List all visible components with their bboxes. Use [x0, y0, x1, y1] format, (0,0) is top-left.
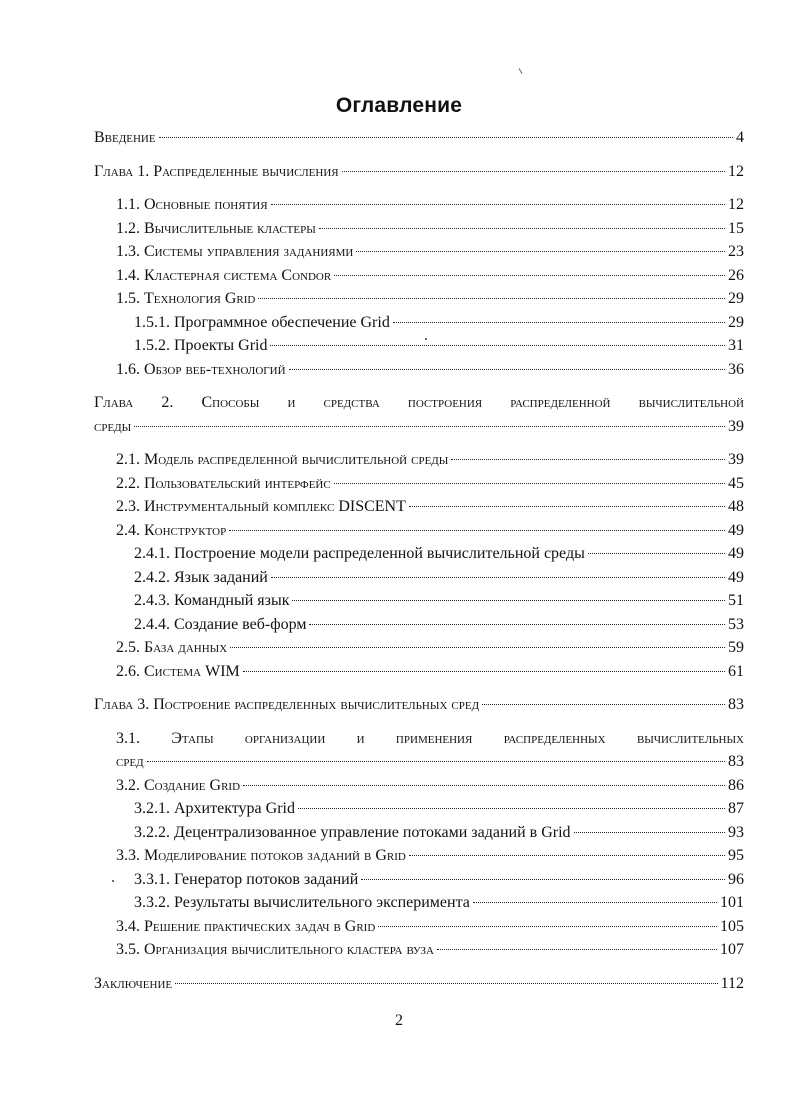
leader-dots — [271, 577, 725, 578]
toc-entry-page: 87 — [728, 800, 744, 817]
toc-entry-section[interactable] — [94, 495, 744, 519]
toc-entry-label: Глава 1. Распределенные вычисления — [94, 162, 339, 180]
toc-entry-chapter-3[interactable] — [94, 693, 744, 717]
leader-dots — [298, 808, 725, 809]
toc-entry-section[interactable] — [94, 472, 744, 496]
toc-entry-label: 2.4. Конструктор — [116, 521, 227, 539]
toc-entry-label: 3.2. Создание Grid — [116, 776, 241, 794]
toc-entry-page: 49 — [728, 545, 744, 562]
toc-entry-page: 95 — [728, 847, 744, 864]
toc-entry-page: 12 — [728, 196, 744, 213]
toc-entry-label: 2.1. Модель распределенной вычислительной среды — [116, 451, 449, 468]
toc-entry-subsection[interactable] — [94, 891, 744, 915]
leader-dots — [229, 530, 725, 531]
toc-entry-label: 2.4.4. Создание веб-форм — [134, 615, 307, 633]
toc-entry-label: 2.4.1. Построение модели распределенной вычислительной среды — [134, 545, 585, 562]
toc-entry-section[interactable] — [94, 844, 744, 868]
leader-dots — [258, 298, 725, 299]
toc-entry-page: 12 — [728, 162, 744, 180]
toc-entry-label-line1: 3.1. Этапы организации и применения распределенных вычислительных — [116, 729, 744, 747]
toc-entry-label: 3.2.1. Архитектура Grid — [134, 800, 295, 817]
toc-entry-subsection[interactable] — [94, 311, 744, 335]
toc-entry-page: 107 — [720, 941, 744, 958]
toc-entry-page: 26 — [728, 266, 744, 284]
toc-entry-label: 3.3.1. Генератор потоков заданий — [134, 870, 359, 888]
toc-entry-page: 105 — [720, 917, 744, 935]
toc-entry-label: 1.1. Основные понятия — [116, 196, 268, 213]
toc-entry-page: 83 — [728, 696, 744, 713]
toc-entry-label-line1: Глава 2. Способы и средства построения распределенной вычислительной — [94, 394, 744, 411]
leader-dots — [175, 983, 717, 984]
toc-entry-label: 1.2. Вычислительные кластеры — [116, 219, 316, 237]
leader-dots — [361, 879, 725, 880]
leader-dots — [356, 251, 725, 252]
leader-dots — [270, 345, 725, 346]
leader-dots — [588, 553, 725, 554]
toc-entry-section[interactable] — [94, 519, 744, 543]
page-number: 2 — [395, 1012, 403, 1029]
toc-entry-section[interactable] — [94, 358, 744, 382]
leader-dots — [243, 671, 725, 672]
leader-dots — [230, 647, 725, 648]
toc-entry-section[interactable] — [94, 448, 744, 472]
leader-dots — [159, 137, 733, 138]
toc-entry-subsection[interactable] — [94, 821, 744, 845]
toc-entry-section[interactable] — [94, 660, 744, 684]
toc-entry-chapter-1[interactable] — [94, 160, 744, 184]
leader-dots — [473, 902, 717, 903]
toc-entry-section[interactable] — [94, 774, 744, 798]
leader-dots — [393, 322, 725, 323]
toc-entry-page: 31 — [728, 337, 744, 354]
leader-dots — [319, 228, 725, 229]
toc-entry-label: 1.5.2. Проекты Grid — [134, 337, 268, 354]
page-title: Оглавление — [335, 94, 463, 117]
toc-entry-label: 1.5. Технология Grid — [116, 290, 256, 307]
toc-entry-label: Заключение — [94, 974, 173, 992]
leader-dots — [409, 855, 725, 856]
toc-entry-subsection[interactable] — [94, 334, 744, 358]
toc-entry-label: 1.6. Обзор веб-технологий — [116, 360, 286, 378]
leader-dots — [292, 600, 725, 601]
toc-entry-page: 83 — [728, 753, 744, 770]
toc-entry-conclusion[interactable] — [94, 972, 744, 996]
leader-dots — [334, 483, 725, 484]
toc-entry-page: 49 — [728, 568, 744, 586]
toc-entry-page: 93 — [728, 823, 744, 841]
leader-dots — [482, 704, 725, 705]
toc-entry-label: 3.3.2. Результаты вычислительного эксперимента — [134, 894, 470, 911]
toc-entry-intro[interactable] — [94, 126, 744, 150]
toc-entry-page: 49 — [728, 521, 744, 539]
toc-entry-page: 45 — [728, 474, 744, 492]
leader-dots — [243, 785, 725, 786]
table-of-contents — [94, 126, 744, 995]
toc-entry-page: 4 — [736, 129, 744, 146]
toc-entry-section[interactable] — [94, 938, 744, 962]
toc-entry-label: 2.2. Пользовательский интерфейс — [116, 474, 331, 492]
toc-entry-label-line2: среды — [94, 417, 132, 435]
toc-entry-page: 23 — [728, 243, 744, 260]
leader-dots — [342, 171, 725, 172]
toc-entry-subsection[interactable] — [94, 566, 744, 590]
toc-entry-page: 86 — [728, 776, 744, 794]
toc-entry-page: 59 — [728, 639, 744, 656]
leader-dots — [574, 832, 725, 833]
toc-entry-label: 2.3. Инструментальный комплекс DISCENT — [116, 498, 406, 515]
toc-entry-page: 29 — [728, 290, 744, 307]
toc-entry-page: 29 — [728, 313, 744, 331]
toc-entry-subsection[interactable] — [94, 589, 744, 613]
leader-dots — [334, 275, 725, 276]
toc-entry-label: 1.3. Системы управления заданиями — [116, 243, 354, 260]
toc-entry-page: 51 — [728, 592, 744, 609]
toc-entry-label: 3.3. Моделирование потоков заданий в Grid — [116, 847, 406, 864]
toc-entry-label: Глава 3. Построение распределенных вычислительных сред — [94, 696, 480, 713]
toc-entry-page: 39 — [728, 451, 744, 468]
toc-entry-section[interactable] — [94, 240, 744, 264]
toc-entry-page: 96 — [728, 870, 744, 888]
leader-dots — [451, 459, 725, 460]
toc-entry-label: 2.4.3. Командный язык — [134, 592, 290, 609]
toc-entry-page: 48 — [728, 498, 744, 515]
toc-entry-section[interactable] — [94, 287, 744, 311]
toc-entry-subsection[interactable] — [94, 797, 744, 821]
toc-entry-page: 101 — [720, 894, 744, 911]
toc-entry-label: 3.5. Организация вычислительного кластера вуза — [116, 941, 434, 958]
toc-entry-label: 2.4.2. Язык заданий — [134, 568, 268, 586]
toc-entry-subsection[interactable] — [94, 868, 744, 892]
leader-dots — [378, 926, 717, 927]
toc-entry-page: 61 — [728, 662, 744, 680]
toc-entry-label: 3.2.2. Децентрализованное управление потоками заданий в Grid — [134, 823, 571, 841]
leader-dots — [309, 624, 725, 625]
toc-entry-label: Введение — [94, 129, 156, 146]
toc-entry-page: 112 — [720, 974, 744, 992]
toc-entry-page: 15 — [728, 219, 744, 237]
toc-entry-label-line2: сред — [116, 753, 144, 770]
toc-entry-section[interactable] — [94, 636, 744, 660]
toc-entry-label: 3.4. Решение практических задач в Grid — [116, 917, 376, 935]
toc-entry-page: 36 — [728, 360, 744, 378]
scan-speck — [519, 68, 523, 74]
toc-entry-label: 2.6. Система WIM — [116, 662, 240, 680]
leader-dots — [271, 204, 725, 205]
toc-entry-label: 1.5.1. Программное обеспечение Grid — [134, 313, 390, 331]
toc-entry-label: 1.4. Кластерная система Condor — [116, 266, 332, 284]
toc-entry-section[interactable] — [94, 727, 744, 774]
toc-entry-chapter-2[interactable] — [94, 391, 744, 438]
toc-entry-subsection[interactable] — [94, 613, 744, 637]
leader-dots — [409, 506, 725, 507]
leader-dots — [289, 369, 725, 370]
toc-entry-subsection[interactable] — [94, 542, 744, 566]
toc-entry-section[interactable] — [94, 193, 744, 217]
toc-entry-label: 2.5. База данных — [116, 639, 228, 656]
toc-entry-section[interactable] — [94, 217, 744, 241]
leader-dots — [147, 761, 725, 762]
leader-dots — [437, 949, 717, 950]
toc-entry-section[interactable] — [94, 264, 744, 288]
toc-entry-section[interactable] — [94, 915, 744, 939]
toc-entry-page: 53 — [728, 615, 744, 633]
toc-entry-page: 39 — [728, 417, 744, 435]
leader-dots — [134, 426, 725, 427]
